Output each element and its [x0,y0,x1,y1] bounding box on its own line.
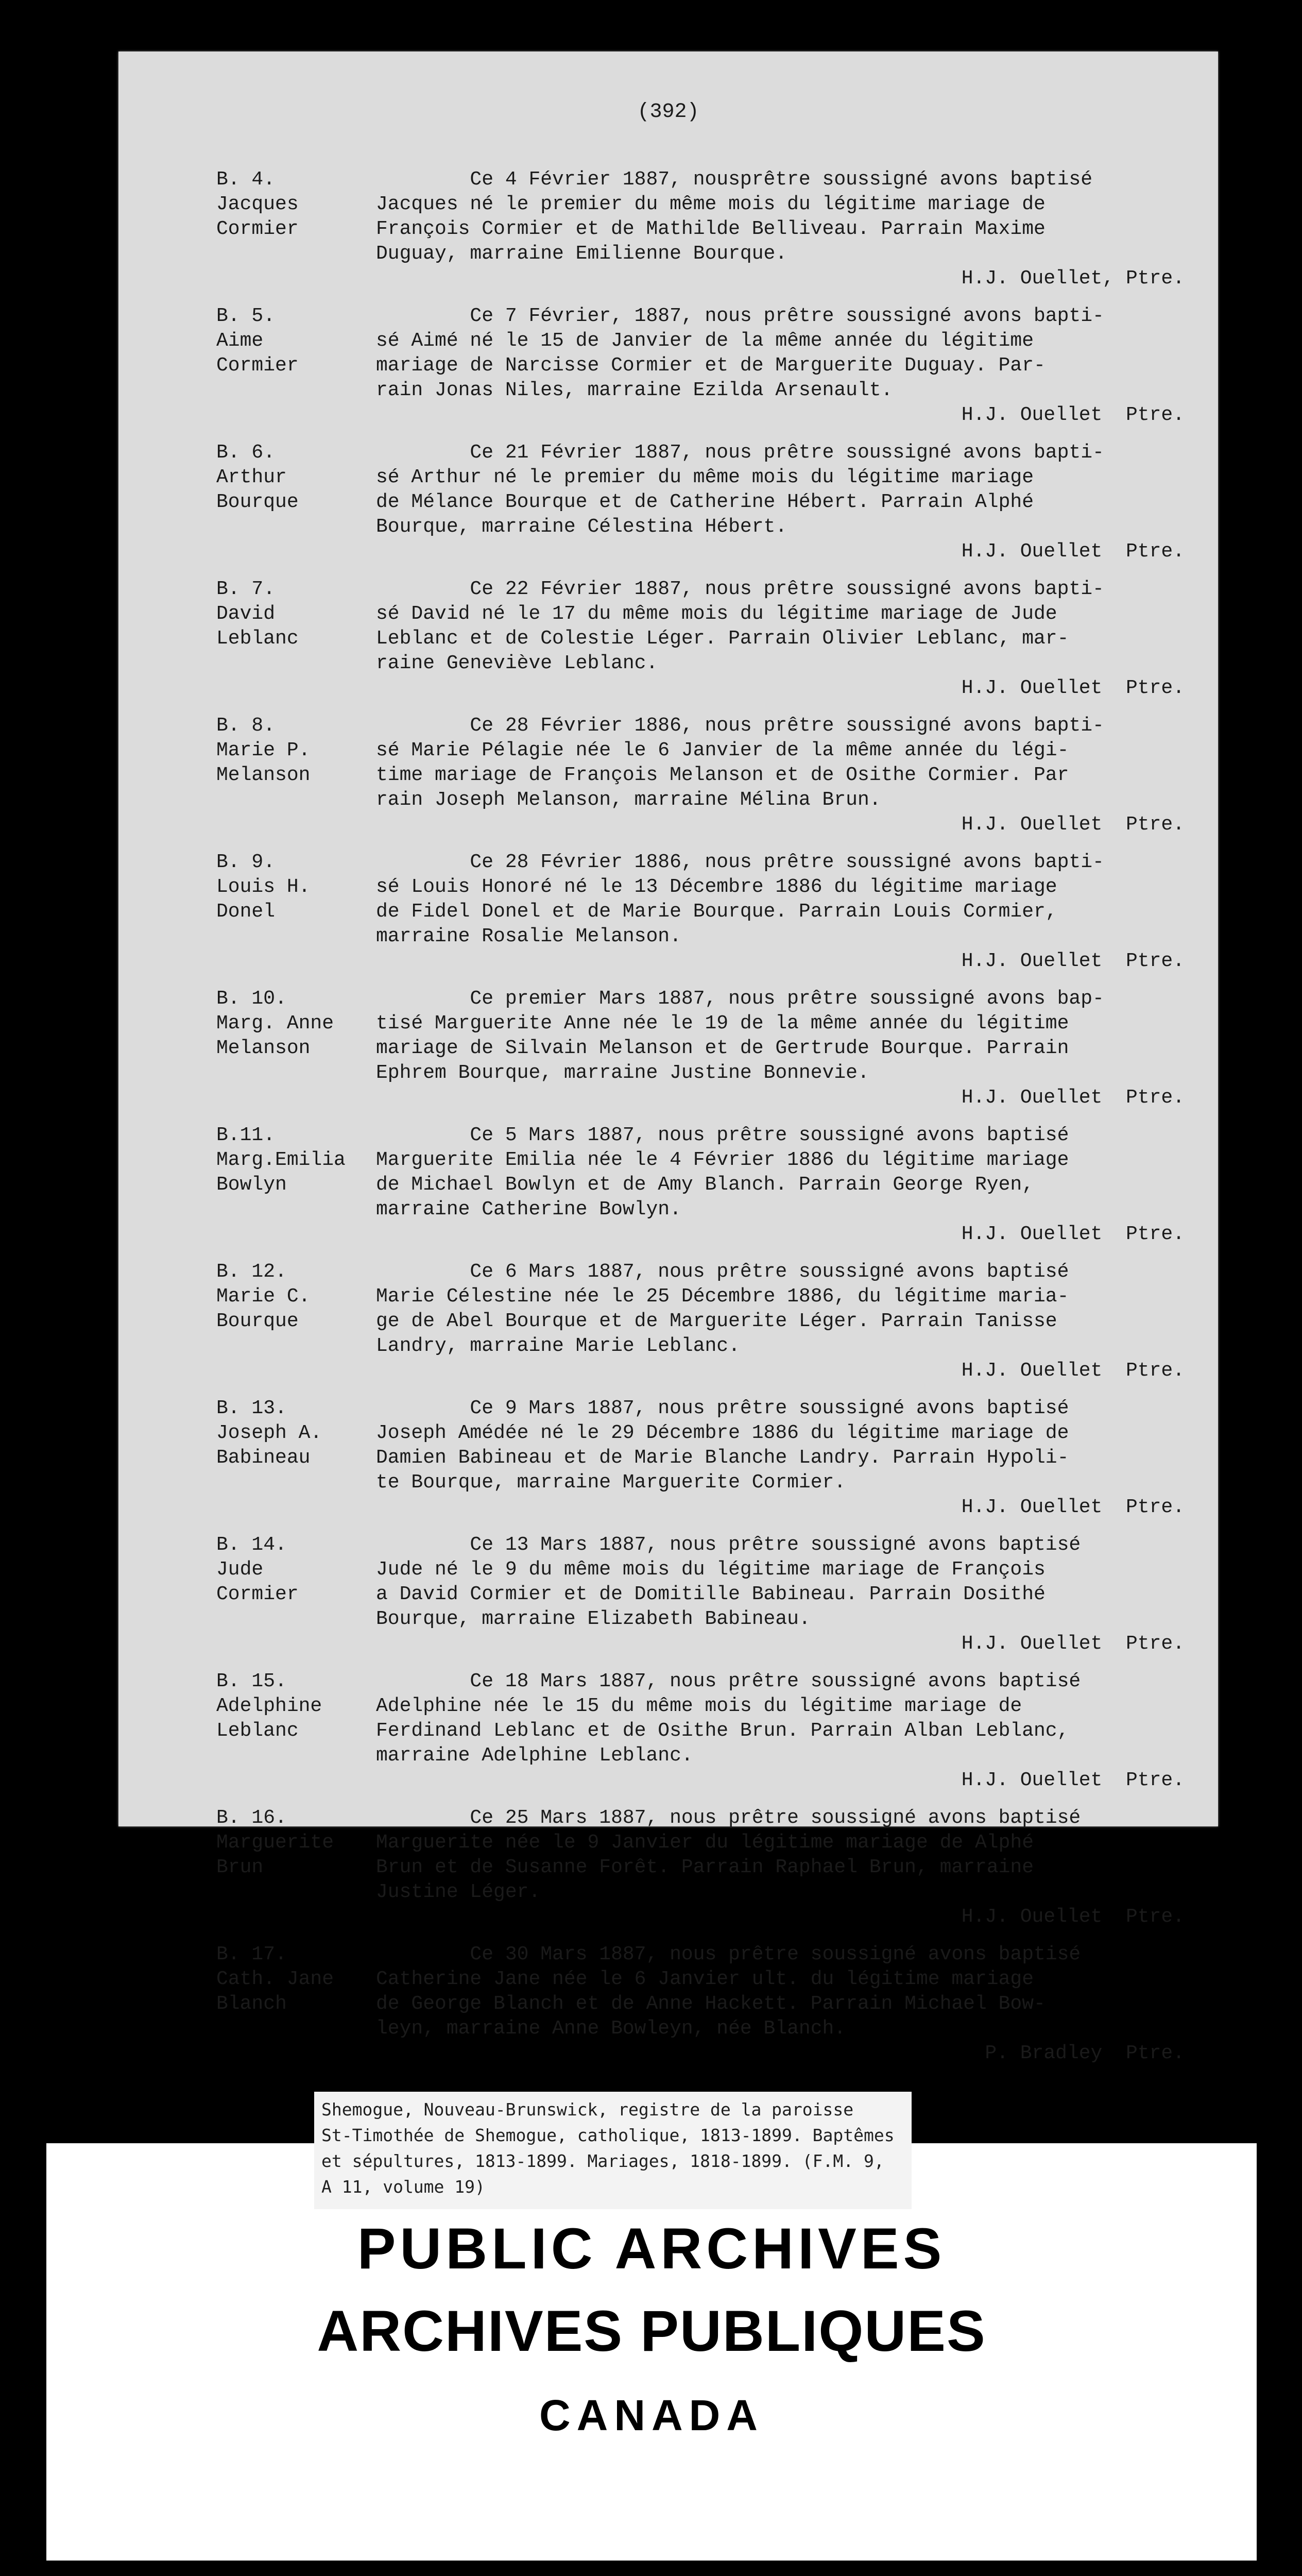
priest-signature: H.J. Ouellet Ptre. [961,1223,1185,1245]
entry-line: Ce 7 Février, 1887, nous prêtre soussigné avons bapti- [376,305,1104,327]
entry-text [376,850,1185,974]
entry-line: ge de Abel Bourque et de Marguerite Léger. Parrain Tanisse [376,1310,1057,1332]
entry-line: Ce 28 Février 1886, nous prêtre soussigné avons bapti- [376,851,1104,873]
entry-name: Bourque [216,491,299,513]
entry-line: Ce 9 Mars 1887, nous prêtre soussigné avons baptisé [376,1397,1069,1419]
entry-number: B. 8. [216,715,276,737]
entry-margin [216,850,376,974]
entry-text [376,440,1185,564]
entry-line: Brun et de Susanne Forêt. Parrain Raphael Brun, marraine [376,1856,1034,1878]
entry-line: Marguerite née le 9 Janvier du légitime mariage de Alphé [376,1832,1034,1854]
entry-margin [216,1396,376,1520]
priest-signature: H.J. Ouellet Ptre. [961,677,1185,699]
register-page [118,52,1218,2064]
entry-line: Ce 18 Mars 1887, nous prêtre soussigné avons baptisé [376,1670,1081,1692]
entry-name: Melanson [216,1037,311,1059]
entry-line: raine Geneviève Leblanc. [376,652,658,674]
priest-signature: H.J. Ouellet Ptre. [961,814,1185,836]
baptism-entries [216,167,1185,2079]
entry-name: Arthur [216,466,287,488]
entry-number: B. 17. [216,1943,287,1965]
page-number: (392) [637,100,699,124]
entry-line: de Michael Bowlyn et de Amy Blanch. Parrain George Ryen, [376,1174,1034,1196]
entry-text [376,1260,1185,1383]
entry-line: tisé Marguerite Anne née le 19 de la même année du légitime [376,1012,1069,1035]
entry-margin [216,987,376,1110]
stamp-line-english: PUBLIC ARCHIVES [357,2216,946,2281]
label-line: et sépultures, 1813-1899. Mariages, 1818-1899. (F.M. 9, [321,2151,884,2171]
entry-margin [216,304,376,428]
priest-signature: H.J. Ouellet Ptre. [961,1906,1185,1928]
entry-name: David [216,603,276,625]
entry-line: marraine Adelphine Leblanc. [376,1744,693,1767]
entry-name: Cath. Jane [216,1968,334,1990]
entry-name: Marg. Anne [216,1012,334,1035]
entry-margin [216,1123,376,1247]
entry-line: te Bourque, marraine Marguerite Cormier. [376,1471,846,1494]
entry-name: Melanson [216,764,311,786]
entry-number: B. 12. [216,1261,287,1283]
entry-line: Ce 21 Février 1887, nous prêtre soussigné avons bapti- [376,442,1104,464]
label-line: Shemogue, Nouveau-Brunswick, registre de la paroisse [321,2099,854,2120]
entry-text [376,1942,1185,2066]
entry-number: B. 13. [216,1397,287,1419]
entry-name: Marie P. [216,739,311,761]
entry-name: Marie C. [216,1285,311,1308]
baptism-entry [216,1806,1185,1929]
entry-line: Ferdinand Leblanc et de Osithe Brun. Parrain Alban Leblanc, [376,1720,1069,1742]
priest-signature: H.J. Ouellet, Ptre. [961,267,1185,290]
entry-name: Jacques [216,193,299,215]
priest-signature: H.J. Ouellet Ptre. [961,540,1185,563]
baptism-entry [216,1533,1185,1656]
entry-line: Damien Babineau et de Marie Blanche Landry. Parrain Hypoli- [376,1447,1069,1469]
entry-name: Marguerite [216,1832,334,1854]
entry-line: Catherine Jane née le 6 Janvier ult. du légitime mariage [376,1968,1034,1990]
entry-margin [216,1806,376,1929]
entry-line: marraine Rosalie Melanson. [376,925,681,947]
baptism-entry [216,167,1185,291]
entry-number: B.11. [216,1124,276,1146]
baptism-entry [216,1123,1185,1247]
baptism-entry [216,577,1185,701]
stamp-line-country: CANADA [539,2391,764,2439]
entry-number: B. 15. [216,1670,287,1692]
stamp-line-french: ARCHIVES PUBLIQUES [317,2299,986,2363]
entry-line: François Cormier et de Mathilde Belliveau. Parrain Maxime [376,218,1046,240]
entry-text [376,1396,1185,1520]
entry-line: Ce 5 Mars 1887, nous prêtre soussigné avons baptisé [376,1124,1069,1146]
baptism-entry [216,1260,1185,1383]
entry-line: mariage de Silvain Melanson et de Gertrude Bourque. Parrain [376,1037,1069,1059]
entry-text [376,577,1185,701]
entry-line: rain Joseph Melanson, marraine Mélina Brun. [376,789,881,811]
entry-line: Bourque, marraine Elizabeth Babineau. [376,1608,811,1630]
entry-line: Marguerite Emilia née le 4 Février 1886 du légitime mariage [376,1149,1069,1171]
priest-signature: H.J. Ouellet Ptre. [961,1633,1185,1655]
entry-line: marraine Catherine Bowlyn. [376,1198,681,1221]
entry-number: B. 4. [216,168,276,191]
entry-name: Bourque [216,1310,299,1332]
entry-margin [216,167,376,291]
entry-line: Ce premier Mars 1887, nous prêtre soussigné avons bap- [376,988,1104,1010]
source-label [314,2092,912,2209]
entry-margin [216,1533,376,1656]
entry-line: sé Arthur né le premier du même mois du légitime mariage [376,466,1034,488]
entry-line: Leblanc et de Colestie Léger. Parrain Olivier Leblanc, mar- [376,628,1069,650]
baptism-entry [216,1942,1185,2066]
entry-name: Adelphine [216,1695,322,1717]
entry-name: Donel [216,901,276,923]
entry-line: sé Louis Honoré né le 13 Décembre 1886 du légitime mariage [376,876,1057,898]
entry-line: Joseph Amédée né le 29 Décembre 1886 du légitime mariage de [376,1422,1069,1444]
priest-signature: H.J. Ouellet Ptre. [961,1087,1185,1109]
entry-name: Joseph A. [216,1422,322,1444]
label-line: St-Timothée de Shemogue, catholique, 1813-1899. Baptêmes [321,2125,895,2145]
entry-line: mariage de Narcisse Cormier et de Marguerite Duguay. Par- [376,354,1046,377]
entry-line: Ce 4 Février 1887, nousprêtre soussigné avons baptisé [376,168,1093,191]
priest-signature: H.J. Ouellet Ptre. [961,1360,1185,1382]
entry-name: Cormier [216,218,299,240]
baptism-entry [216,1396,1185,1520]
entry-number: B. 9. [216,851,276,873]
entry-line: Bourque, marraine Célestina Hébert. [376,516,787,538]
entry-margin [216,1942,376,2066]
entry-name: Jude [216,1558,264,1581]
entry-name: Leblanc [216,628,299,650]
entry-name: Bowlyn [216,1174,287,1196]
entry-name: Babineau [216,1447,311,1469]
entry-number: B. 16. [216,1807,287,1829]
entry-line: de Fidel Donel et de Marie Bourque. Parrain Louis Cormier, [376,901,1057,923]
priest-signature: H.J. Ouellet Ptre. [961,1769,1185,1791]
entry-name: Cormier [216,354,299,377]
entry-line: Justine Léger. [376,1881,541,1903]
priest-signature: H.J. Ouellet Ptre. [961,950,1185,972]
entry-name: Leblanc [216,1720,299,1742]
entry-text [376,1533,1185,1656]
entry-number: B. 10. [216,988,287,1010]
entry-line: Landry, marraine Marie Leblanc. [376,1335,740,1357]
entry-text [376,714,1185,837]
entry-line: sé David né le 17 du même mois du légitime mariage de Jude [376,603,1057,625]
entry-text [376,167,1185,291]
entry-text [376,1806,1185,1929]
priest-signature: H.J. Ouellet Ptre. [961,404,1185,426]
entry-margin [216,1669,376,1793]
entry-number: B. 7. [216,578,276,600]
entry-number: B. 5. [216,305,276,327]
entry-line: Jacques né le premier du même mois du légitime mariage de [376,193,1046,215]
entry-line: sé Marie Pélagie née le 6 Janvier de la même année du légi- [376,739,1069,761]
entry-text [376,304,1185,428]
entry-line: rain Jonas Niles, marraine Ezilda Arsenault. [376,379,893,401]
entry-line: Adelphine née le 15 du même mois du légitime mariage de [376,1695,1022,1717]
entry-name: Marg.Emilia [216,1149,346,1171]
entry-line: Ce 6 Mars 1887, nous prêtre soussigné avons baptisé [376,1261,1069,1283]
entry-line: Ephrem Bourque, marraine Justine Bonnevie. [376,1062,869,1084]
entry-margin [216,577,376,701]
entry-line: a David Cormier et de Domitille Babineau. Parrain Dosithé [376,1583,1046,1605]
entry-number: B. 14. [216,1534,287,1556]
entry-line: Ce 25 Mars 1887, nous prêtre soussigné avons baptisé [376,1807,1081,1829]
entry-number: B. 6. [216,442,276,464]
entry-line: sé Aimé né le 15 de Janvier de la même année du légitime [376,330,1034,352]
entry-margin [216,440,376,564]
entry-line: leyn, marraine Anne Bowleyn, née Blanch. [376,2018,846,2040]
entry-line: Marie Célestine née le 25 Décembre 1886, du légitime maria- [376,1285,1069,1308]
entry-line: Ce 28 Février 1886, nous prêtre soussigné avons bapti- [376,715,1104,737]
entry-line: de Mélance Bourque et de Catherine Hébert. Parrain Alphé [376,491,1034,513]
entry-line: de George Blanch et de Anne Hackett. Parrain Michael Bow- [376,1993,1046,2015]
entry-line: Ce 22 Février 1887, nous prêtre soussigné avons bapti- [376,578,1104,600]
entry-name: Blanch [216,1993,287,2015]
baptism-entry [216,440,1185,564]
baptism-entry [216,987,1185,1110]
baptism-entry [216,1669,1185,1793]
baptism-entry [216,714,1185,837]
entry-name: Aime [216,330,264,352]
priest-signature: P. Bradley Ptre. [985,2042,1185,2064]
baptism-entry [216,850,1185,974]
entry-text [376,1123,1185,1247]
priest-signature: H.J. Ouellet Ptre. [961,1496,1185,1518]
label-line: A 11, volume 19) [321,2177,485,2197]
entry-line: Ce 30 Mars 1887, nous prêtre soussigné avons baptisé [376,1943,1081,1965]
entry-text [376,987,1185,1110]
entry-line: time mariage de François Melanson et de Osithe Cormier. Par [376,764,1069,786]
entry-line: Jude né le 9 du même mois du légitime mariage de François [376,1558,1046,1581]
entry-name: Brun [216,1856,264,1878]
entry-name: Cormier [216,1583,299,1605]
entry-name: Louis H. [216,876,311,898]
entry-line: Duguay, marraine Emilienne Bourque. [376,243,787,265]
baptism-entry [216,304,1185,428]
entry-text [376,1669,1185,1793]
entry-margin [216,1260,376,1383]
entry-line: Ce 13 Mars 1887, nous prêtre soussigné avons baptisé [376,1534,1081,1556]
entry-margin [216,714,376,837]
